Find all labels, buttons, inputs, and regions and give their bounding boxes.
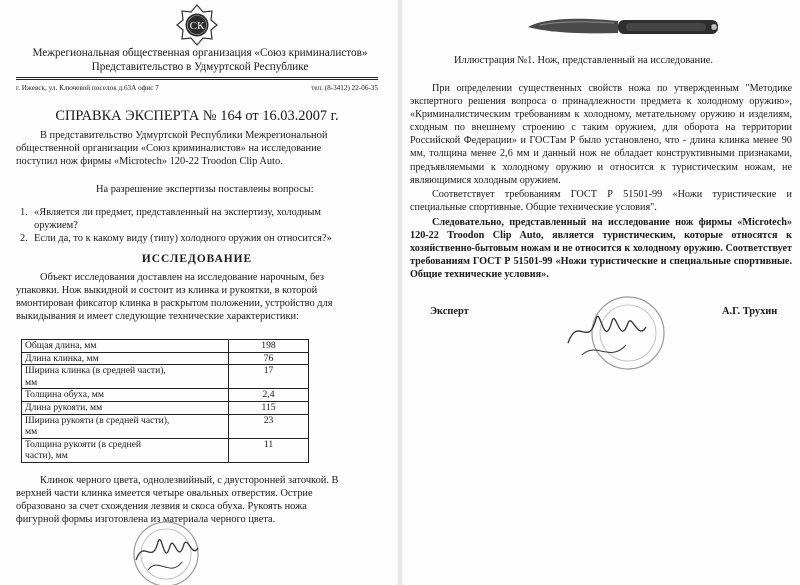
- address-line: [16, 84, 378, 92]
- spec-label: Длина рукояти, мм: [22, 401, 229, 414]
- document-page-right: [402, 0, 800, 585]
- spec-label-line: Ширина рукояти (в средней части),: [25, 414, 170, 426]
- research-line: вмонтирован фиксатор клинка в раскрытом положении, устройство для: [16, 298, 333, 309]
- conclusion-paragraph: [410, 216, 792, 281]
- expert-label: Эксперт: [430, 306, 469, 317]
- table-row: [22, 365, 309, 389]
- table-row: [22, 414, 309, 438]
- intro-line: В представительство Удмуртской Республики Межрегиональной: [40, 130, 328, 141]
- document-title: СПРАВКА ЭКСПЕРТА № 164 от 16.03.2007 г.: [55, 108, 339, 124]
- spec-value: 11: [229, 438, 309, 462]
- table-row: [22, 438, 309, 462]
- header-rule-thin: [16, 79, 378, 80]
- conclusion-text: Следовательно, представленный на исследование нож фирмы «Microtech» 120-22 Troodon Clip Auto, является туристическим, которые относятся к хозяйственно-бытовым ножам и не относится к холодному оружию. Соответствует требованиям ГОСТ Р 51501-99 «Ножи туристические и специальные спортивные. Общие технические условия».: [410, 217, 792, 281]
- spec-label: [22, 414, 229, 438]
- spec-value: 198: [229, 340, 309, 353]
- description-line: верхней части клинка имеется четыре овальных отверстия. Острие: [16, 488, 313, 499]
- specs-table: [21, 339, 309, 463]
- table-row: [22, 352, 309, 365]
- spec-value: 115: [229, 401, 309, 414]
- spec-label-line: мм: [25, 376, 38, 388]
- illustration-caption: Иллюстрация №1. Нож, представленный на исследование.: [454, 55, 713, 66]
- org-name-line2: Представительство в Удмуртской Республике: [91, 61, 309, 73]
- org-name-line1: Межрегиональная общественная организация «Союз криминалистов»: [32, 47, 368, 59]
- table-row: [22, 340, 309, 353]
- findings-text: При определении существенных свойств ножа по утвержденным "Методике экспертного решения вопроса о принадлежности предмета к холодному оружию», «Криминалистическим требованиям к холодному, метательному оружию и изделиям, сходным по внешнему строению с таким оружием, для оборота на территории Российской Федерации» и ГОСТам Р было установлено, что - длина клинка менее 90 мм, толщина менее 2,6 мм и данный нож не обладает конструктивными признаками, предъявляемыми к холодному оружию и относится к туристическим ножам, не являющимися холодным оружием.: [410, 83, 792, 186]
- question-number: 2.: [20, 233, 28, 244]
- spec-value: 17: [229, 365, 309, 389]
- research-line: выкидывания и имеет следующие технические характеристики:: [16, 311, 299, 322]
- spec-value: 76: [229, 352, 309, 365]
- description-line: Клинок черного цвета, однолезвийный, с двусторонней заточкой. В: [40, 475, 339, 486]
- gost-text: Соответствует требованиям ГОСТ Р 51501-99 «Ножи туристические и специальные спортивные. Общие технические условия".: [410, 189, 792, 214]
- findings-paragraph: [410, 82, 792, 187]
- organization-logo: [176, 4, 218, 46]
- research-line: упаковки. Нож выкидной и состоит из клинка и рукоятки, в которой: [16, 285, 318, 296]
- question-number: 1.: [20, 207, 28, 218]
- spec-label: Общая длина, мм: [22, 340, 229, 353]
- header-rule: [16, 77, 378, 78]
- expert-name: А.Г. Трухин: [722, 306, 778, 317]
- spec-value: 2,4: [229, 389, 309, 402]
- research-line: Объект исследования доставлен на исследование нарочным, без: [40, 272, 324, 283]
- table-row: [22, 389, 309, 402]
- spec-label-line: части), мм: [25, 450, 68, 462]
- stamp-signature-icon: [558, 285, 674, 375]
- spec-label: Толщина обуха, мм: [22, 389, 229, 402]
- description-line: фигурной формы изготовлена из материала черного цвета.: [16, 514, 276, 525]
- research-title: ИССЛЕДОВАНИЕ: [141, 253, 253, 265]
- question-line: оружием?: [34, 220, 78, 231]
- document-page-left: [0, 0, 398, 585]
- spec-label-line: Ширина клинка (в средней части),: [25, 365, 166, 377]
- question-line: «Является ли предмет, представленный на экспертизу, холодным: [34, 207, 321, 218]
- spec-label: [22, 438, 229, 462]
- spec-label-line: Толщина рукояти (в средней: [25, 438, 142, 450]
- table-row: [22, 401, 309, 414]
- gost-paragraph: [410, 188, 792, 214]
- spec-value: 23: [229, 414, 309, 438]
- address: г. Ижевск, ул. Ключевой поселок д.63А офис 7: [16, 84, 159, 92]
- intro-line: общественной организации «Союз криминалистов» на исследование: [16, 143, 322, 154]
- intro-line: поступил нож фирмы «Microtech» 120-22 Troodon Clip Auto.: [16, 156, 283, 167]
- spec-label-line: мм: [25, 426, 38, 438]
- spec-label: Длина клинка, мм: [22, 352, 229, 365]
- questions-intro: На разрешение экспертизы поставлены вопросы:: [96, 184, 314, 195]
- stamp-signature-icon: [118, 508, 214, 585]
- question-line: Если да, то к какому виду (типу) холодного оружия он относится?»: [34, 233, 332, 244]
- description-line: образовано за счет схождения лезвия и скоса обуха. Рукоять ножа: [16, 501, 307, 512]
- knife-illustration: [526, 14, 726, 40]
- spec-label: [22, 365, 229, 389]
- phone: тел. (8-3412) 22-06-35: [311, 84, 378, 92]
- logo-text: СК: [189, 20, 205, 32]
